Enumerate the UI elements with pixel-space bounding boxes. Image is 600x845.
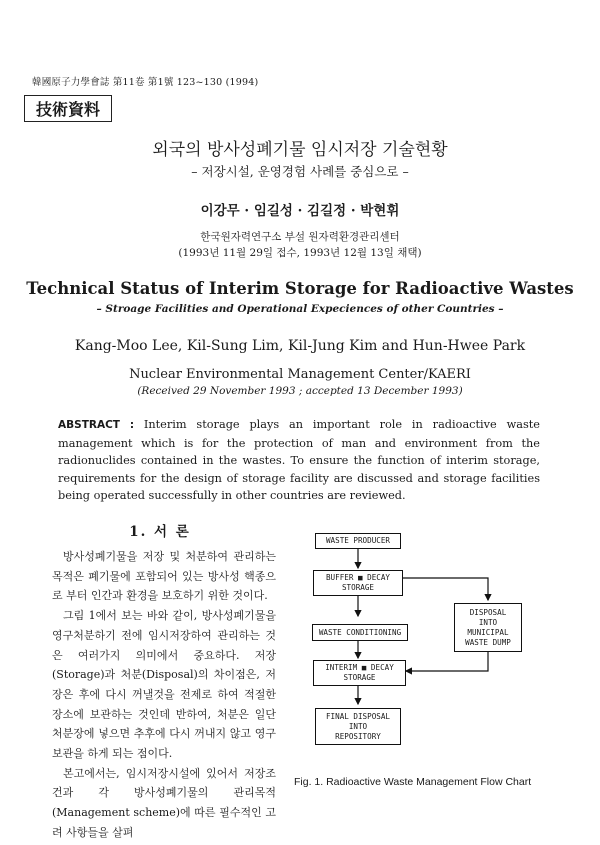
arrow-buffer-to-municipal (403, 578, 488, 600)
english-dates: (Received 29 November 1993 ; accepted 13 December 1993) (137, 385, 463, 397)
korean-title: 외국의 방사성폐기물 임시저장 기술현황 (152, 140, 448, 160)
journal-reference: 韓國原子力學會誌 第11卷 第1號 123~130 (1994) (32, 77, 259, 88)
paragraph: 방사성폐기물을 저장 및 처분하여 관리하는 목적은 폐기물에 포함되어 있는 방사성 핵종으로 부터 인간과 환경을 보호하기 위한 것이다. (52, 550, 276, 603)
korean-authors: 이강무 · 임길성 · 김길정 · 박현휘 (200, 203, 400, 219)
section-heading: 1. 서 론 (129, 524, 191, 540)
english-affiliation: Nuclear Environmental Management Center/KAERI (129, 367, 471, 382)
english-title: Technical Status of Interim Storage for Radioactive Wastes (26, 279, 574, 298)
arrow-municipal-to-interim (406, 652, 488, 671)
section-tag: 技術資料 (24, 95, 112, 122)
paragraph: 본고에서는, 임시저장시설에 있어서 저장조건과 각 방사성폐기물의 관리목적(Management scheme)에 따른 필수적인 고려 사항들을 살펴 (52, 766, 276, 839)
korean-subtitle: – 저장시설, 운영경험 사례를 중심으로 – (191, 164, 409, 179)
english-authors: Kang-Moo Lee, Kil-Sung Lim, Kil-Jung Kim and Hun-Hwee Park (74, 338, 526, 354)
municipal-dump-box: DISPOSAL INTO MUNICIPAL WASTE DUMP (454, 603, 522, 652)
abstract-text: Interim storage plays an important role in radioactive waste management which is for the protection of man and environment from the radionuclides contained in the wastes. To ensure the function of interim storage, requirements for the design of storage facility are discussed and storage facilities being operated successfully in other countries are reviewed. (58, 418, 540, 503)
buffer-decay-storage-box: BUFFER ■ DECAY STORAGE (313, 570, 403, 596)
korean-dates: (1993년 11월 29일 접수, 1993년 12월 13일 채택) (178, 247, 422, 259)
interim-decay-storage-box: INTERIM ■ DECAY STORAGE (313, 660, 406, 686)
abstract-label: ABSTRACT : (58, 419, 135, 431)
figure-caption: Fig. 1. Radioactive Waste Management Flow Chart (294, 776, 532, 788)
final-disposal-box: FINAL DISPOSAL INTO REPOSITORY (315, 708, 401, 745)
english-subtitle: – Stroage Facilities and Operational Expeciences of other Countries – (96, 303, 504, 315)
waste-conditioning-box: WASTE CONDITIONING (312, 624, 408, 641)
paragraph: 그림 1에서 보는 바와 같이, 방사성폐기물을 영구처분하기 전에 임시저장하여 관리하는 것은 여러가지 의미에서 중요하다. 저장(Storage)과 처분(Disposal)의 차이점은, 저장은 후에 다시 꺼낼것을 전제로 하여 적절한 장소에 보관하는 것인데 반하여, 처분은 일단 처분장에 넣으면 추후에 다시 꺼내지 않고 영구보관을 하게 되는 점이다. (52, 609, 276, 761)
waste-producer-box: WASTE PRODUCER (315, 533, 401, 549)
korean-affiliation: 한국원자력연구소 부설 원자력환경관리센터 (200, 231, 400, 243)
